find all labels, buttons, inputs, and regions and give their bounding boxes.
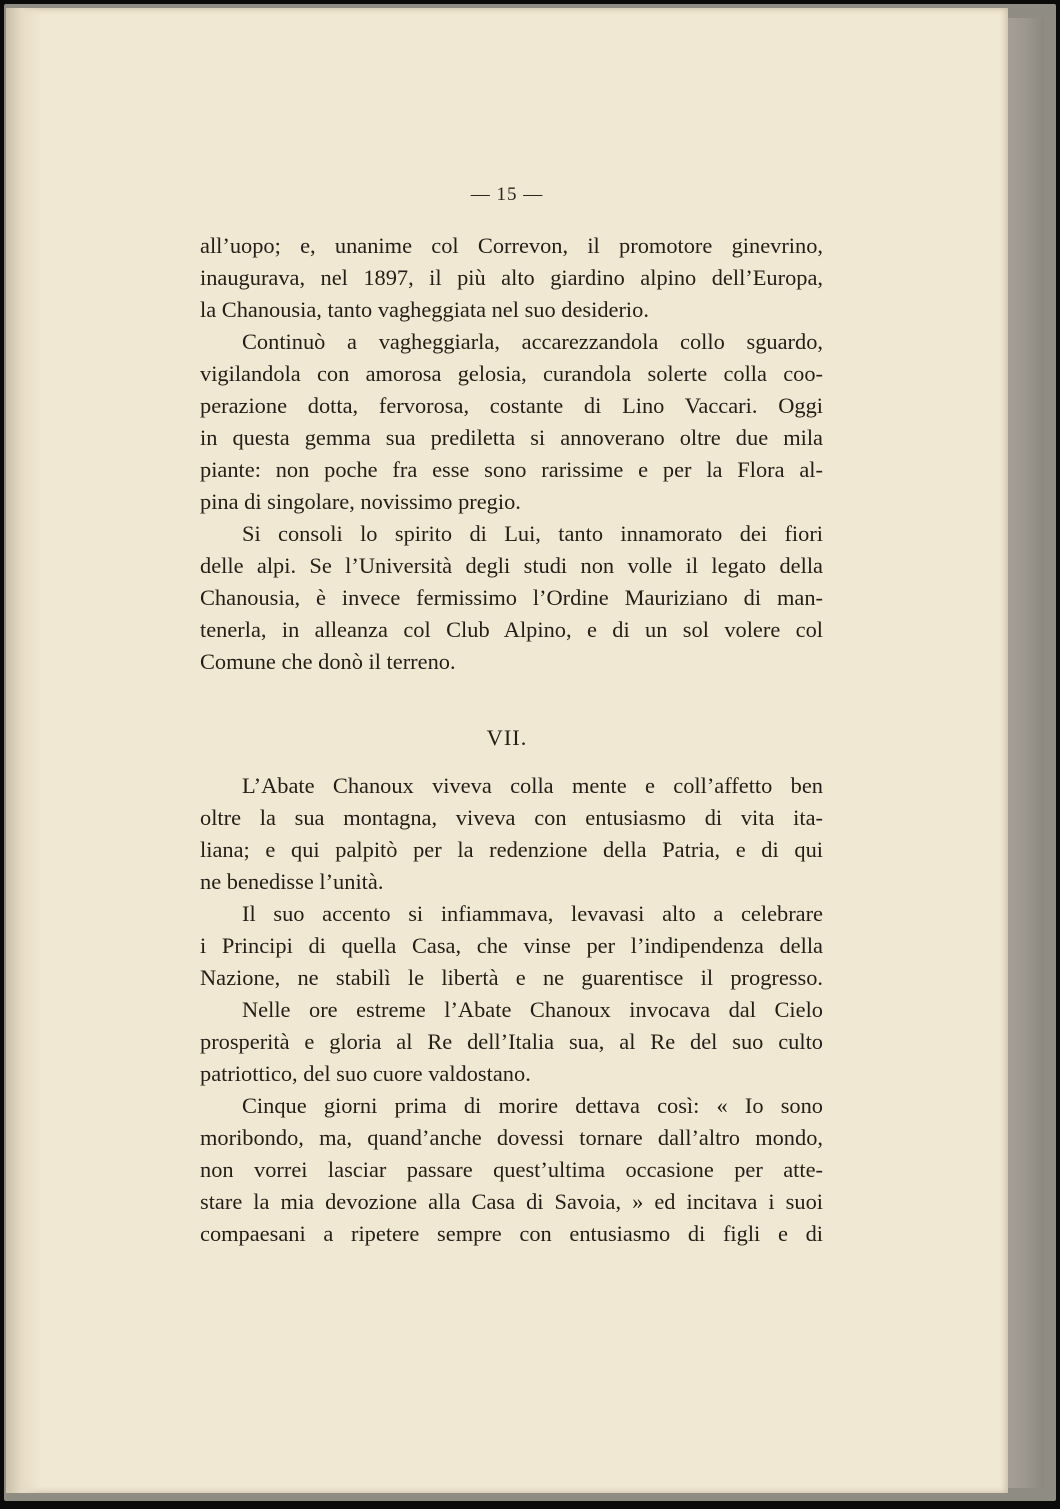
page-number: — 15 — — [470, 184, 544, 205]
top-text-line: vigilandola con amorosa gelosia, curandola solerte colla coo- — [200, 361, 823, 386]
top-text-line: Si consoli lo spirito di Lui, tanto innamorato dei fiori — [242, 521, 823, 546]
top-text-line: Continuò a vagheggiarla, accarezzandola collo sguardo, — [242, 329, 823, 354]
top-text-block — [200, 230, 823, 678]
bottom-text-line: Nelle ore estreme l’Abate Chanoux invocava dal Cielo — [242, 997, 823, 1022]
top-text-line: all’uopo; e, unanime col Correvon, il promotore ginevrino, — [200, 233, 823, 258]
bottom-text-line: ne benedisse l’unità. — [200, 869, 384, 894]
bottom-text-line: oltre la sua montagna, viveva con entusiasmo di vita ita- — [200, 805, 823, 830]
bottom-text-line: patriottico, del suo cuore valdostano. — [200, 1061, 531, 1086]
top-text-line: Comune che donò il terreno. — [200, 649, 456, 674]
top-text-line: perazione dotta, fervorosa, costante di Lino Vaccari. Oggi — [200, 393, 823, 418]
bottom-text-line: prosperità e gloria al Re dell’Italia sua, al Re del suo culto — [200, 1029, 823, 1054]
top-text-line: delle alpi. Se l’Università degli studi non volle il legato della — [200, 553, 823, 578]
bottom-text-line: Nazione, ne stabilì le libertà e ne guarentisce il progresso. — [200, 965, 823, 990]
bottom-text-line: liana; e qui palpitò per la redenzione della Patria, e di qui — [200, 837, 823, 862]
bottom-text-line: Cinque giorni prima di morire dettava così: « Io sono — [242, 1093, 823, 1118]
top-text-line: la Chanousia, tanto vagheggiata nel suo desiderio. — [200, 297, 649, 322]
bottom-text-line: compaesani a ripetere sempre con entusiasmo di figli e di — [200, 1221, 823, 1246]
top-text-line: piante: non poche fra esse sono rarissime e per la Flora al- — [200, 457, 823, 482]
top-text-line: in questa gemma sua prediletta si annoverano oltre due mila — [200, 425, 823, 450]
section-heading: VII. — [486, 725, 528, 750]
bottom-text-line: Il suo accento si infiammava, levavasi alto a celebrare — [242, 901, 823, 926]
bottom-text-line: L’Abate Chanoux viveva colla mente e coll’affetto ben — [242, 773, 823, 798]
top-text-line: Chanousia, è invece fermissimo l’Ordine Mauriziano di man- — [200, 585, 823, 610]
bottom-text-block — [200, 770, 823, 1250]
top-text-line: tenerla, in alleanza col Club Alpino, e di un sol volere col — [200, 617, 823, 642]
bottom-text-line: i Principi di quella Casa, che vinse per l’indipendenza della — [200, 933, 823, 958]
bottom-text-line: moribondo, ma, quand’anche dovessi tornare dall’altro mondo, — [200, 1125, 823, 1150]
bottom-text-line: non vorrei lasciar passare quest’ultima occasione per atte- — [200, 1157, 823, 1182]
top-text-line: inaugurava, nel 1897, il più alto giardino alpino dell’Europa, — [200, 265, 823, 290]
top-text-line: pina di singolare, novissimo pregio. — [200, 489, 521, 514]
bottom-text-line: stare la mia devozione alla Casa di Savoia, » ed incitava i suoi — [200, 1189, 823, 1214]
book-page — [6, 8, 1008, 1493]
